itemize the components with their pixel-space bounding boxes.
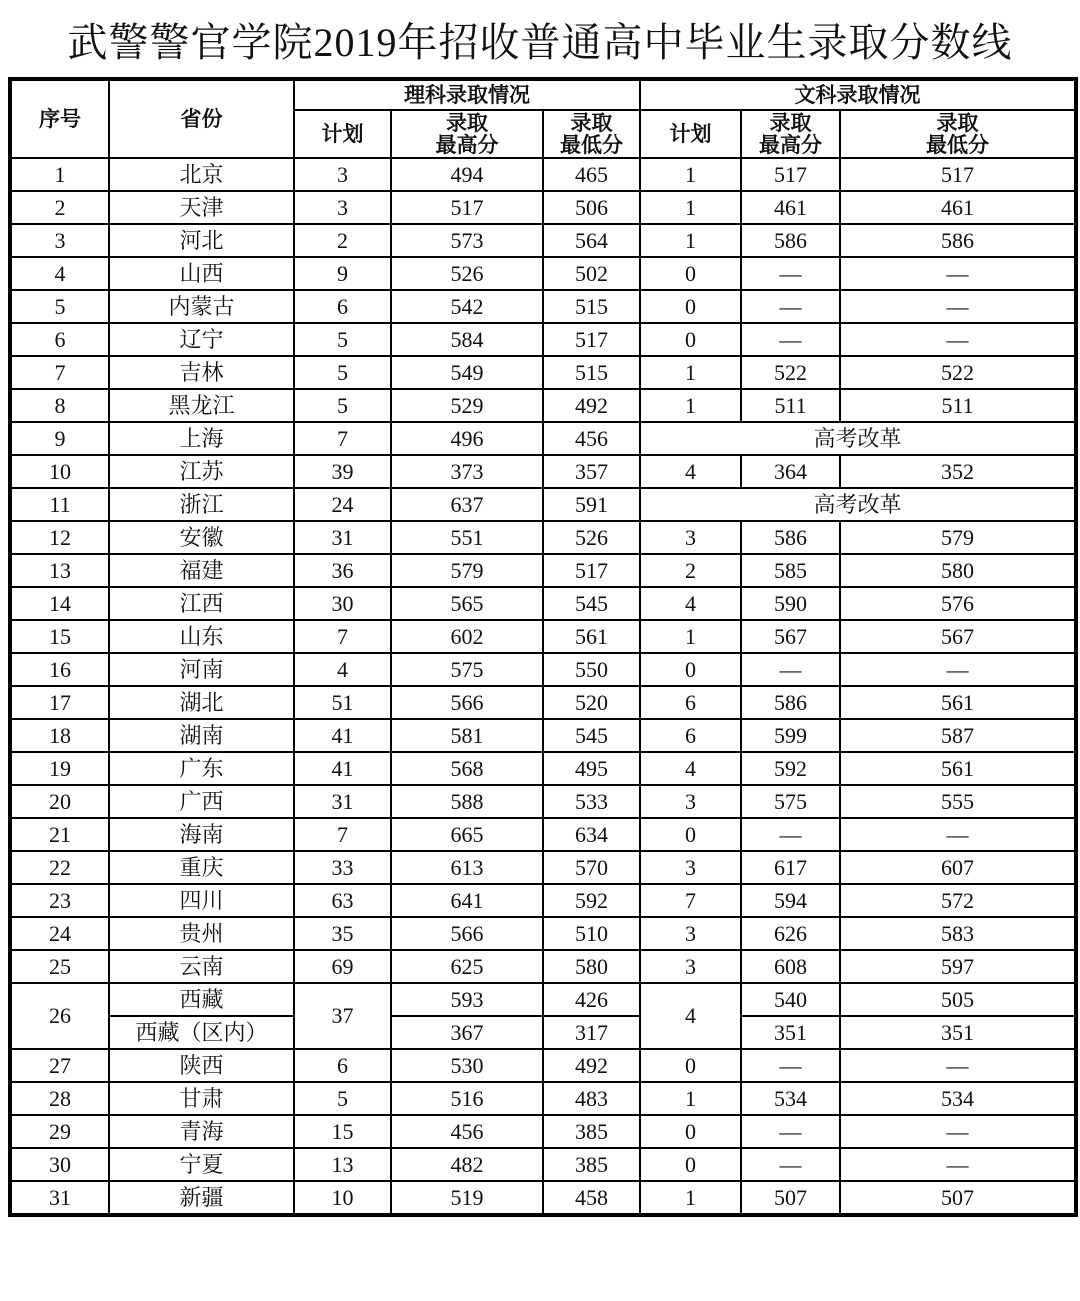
cell-seq: 2 [10, 191, 109, 224]
table-row [10, 1049, 1076, 1082]
cell-science-min: 456 [543, 422, 640, 455]
table-row [10, 884, 1076, 917]
cell-liberal-max: — [741, 290, 840, 323]
table-row [10, 455, 1076, 488]
cell-liberal-min: 511 [840, 389, 1076, 422]
cell-science-min: 533 [543, 785, 640, 818]
cell-liberal-max: 590 [741, 587, 840, 620]
cell-seq: 27 [10, 1049, 109, 1082]
cell-science-max: 593 [391, 983, 543, 1016]
cell-province: 吉林 [109, 356, 294, 389]
table-row [10, 719, 1076, 752]
table-row [10, 356, 1076, 389]
cell-liberal-plan: 3 [640, 521, 741, 554]
cell-province: 青海 [109, 1115, 294, 1148]
cell-science-plan: 3 [294, 158, 391, 191]
cell-province: 江西 [109, 587, 294, 620]
cell-liberal-min: — [840, 1049, 1076, 1082]
cell-liberal-plan: 4 [640, 455, 741, 488]
header-liberal-group: 文科录取情况 [640, 79, 1076, 110]
cell-seq: 3 [10, 224, 109, 257]
cell-science-min: 580 [543, 950, 640, 983]
cell-science-plan: 41 [294, 719, 391, 752]
cell-liberal-min: 522 [840, 356, 1076, 389]
cell-seq: 17 [10, 686, 109, 719]
cell-province: 上海 [109, 422, 294, 455]
table-row [10, 257, 1076, 290]
table-row [10, 1148, 1076, 1181]
cell-science-min: 385 [543, 1148, 640, 1181]
cell-liberal-plan: 1 [640, 1082, 741, 1115]
cell-liberal-min: — [840, 290, 1076, 323]
cell-science-plan: 2 [294, 224, 391, 257]
cell-liberal-max: — [741, 1049, 840, 1082]
cell-liberal-max: — [741, 818, 840, 851]
cell-liberal-max: 586 [741, 224, 840, 257]
cell-science-plan: 4 [294, 653, 391, 686]
cell-liberal-max: 364 [741, 455, 840, 488]
cell-liberal-min: 555 [840, 785, 1076, 818]
cell-science-max: 565 [391, 587, 543, 620]
cell-science-min: 517 [543, 323, 640, 356]
cell-science-plan: 5 [294, 389, 391, 422]
cell-liberal-plan: 1 [640, 1181, 741, 1215]
cell-liberal-min: 580 [840, 554, 1076, 587]
table-row [10, 686, 1076, 719]
table-row [10, 224, 1076, 257]
cell-seq: 12 [10, 521, 109, 554]
table-row [10, 1082, 1076, 1115]
cell-science-max: 549 [391, 356, 543, 389]
cell-province: 辽宁 [109, 323, 294, 356]
cell-science-min: 545 [543, 719, 640, 752]
cell-liberal-min: 505 [840, 983, 1076, 1016]
cell-province: 西藏 [109, 983, 294, 1016]
cell-liberal-min: 587 [840, 719, 1076, 752]
table-row [10, 620, 1076, 653]
cell-liberal-plan: 0 [640, 323, 741, 356]
cell-province: 广东 [109, 752, 294, 785]
cell-liberal-plan: 1 [640, 158, 741, 191]
cell-province: 山西 [109, 257, 294, 290]
cell-seq: 22 [10, 851, 109, 884]
cell-science-min: 564 [543, 224, 640, 257]
cell-seq: 6 [10, 323, 109, 356]
cell-liberal-min: 561 [840, 752, 1076, 785]
cell-science-min: 510 [543, 917, 640, 950]
cell-science-plan: 5 [294, 323, 391, 356]
cell-science-plan: 51 [294, 686, 391, 719]
cell-seq: 4 [10, 257, 109, 290]
cell-liberal-min: — [840, 818, 1076, 851]
cell-liberal-min: 561 [840, 686, 1076, 719]
cell-liberal-min: 567 [840, 620, 1076, 653]
cell-seq: 11 [10, 488, 109, 521]
cell-liberal-min: 461 [840, 191, 1076, 224]
cell-province: 安徽 [109, 521, 294, 554]
cell-seq: 14 [10, 587, 109, 620]
cell-science-plan: 5 [294, 356, 391, 389]
cell-liberal-max: 586 [741, 686, 840, 719]
cell-liberal-max: 608 [741, 950, 840, 983]
cell-liberal-plan: 3 [640, 917, 741, 950]
cell-science-plan: 7 [294, 818, 391, 851]
cell-seq: 8 [10, 389, 109, 422]
cell-science-plan: 33 [294, 851, 391, 884]
cell-science-min: 517 [543, 554, 640, 587]
cell-province: 广西 [109, 785, 294, 818]
cell-science-max: 517 [391, 191, 543, 224]
cell-science-max: 496 [391, 422, 543, 455]
cell-science-min: 426 [543, 983, 640, 1016]
cell-liberal-reform-note: 高考改革 [640, 422, 1076, 455]
cell-science-plan: 63 [294, 884, 391, 917]
cell-liberal-max: 567 [741, 620, 840, 653]
cell-science-max: 456 [391, 1115, 543, 1148]
table-row [10, 950, 1076, 983]
cell-liberal-max: — [741, 1148, 840, 1181]
table-row [10, 1016, 1076, 1049]
table-body [10, 158, 1076, 1215]
cell-province: 宁夏 [109, 1148, 294, 1181]
cell-liberal-max: 534 [741, 1082, 840, 1115]
cell-science-min: 357 [543, 455, 640, 488]
cell-seq: 30 [10, 1148, 109, 1181]
cell-science-max: 575 [391, 653, 543, 686]
cell-science-max: 584 [391, 323, 543, 356]
cell-science-plan: 35 [294, 917, 391, 950]
table-row [10, 521, 1076, 554]
cell-science-max: 637 [391, 488, 543, 521]
cell-science-min: 634 [543, 818, 640, 851]
cell-liberal-plan: 0 [640, 1115, 741, 1148]
cell-liberal-min: 507 [840, 1181, 1076, 1215]
cell-science-min: 515 [543, 356, 640, 389]
cell-science-min: 561 [543, 620, 640, 653]
cell-liberal-plan: 1 [640, 224, 741, 257]
cell-province: 云南 [109, 950, 294, 983]
cell-liberal-min: — [840, 1115, 1076, 1148]
cell-liberal-max: 599 [741, 719, 840, 752]
cell-science-max: 573 [391, 224, 543, 257]
cell-science-max: 526 [391, 257, 543, 290]
cell-science-max: 494 [391, 158, 543, 191]
cell-science-min: 550 [543, 653, 640, 686]
cell-province: 四川 [109, 884, 294, 917]
cell-science-max: 519 [391, 1181, 543, 1215]
cell-seq: 7 [10, 356, 109, 389]
cell-liberal-max: 351 [741, 1016, 840, 1049]
cell-liberal-plan: 0 [640, 818, 741, 851]
cell-liberal-min: 597 [840, 950, 1076, 983]
header-science-plan: 计划 [294, 110, 391, 158]
header-science-min: 录取 最低分 [543, 110, 640, 158]
header-science-group: 理科录取情况 [294, 79, 640, 110]
cell-seq: 23 [10, 884, 109, 917]
cell-science-max: 581 [391, 719, 543, 752]
cell-science-max: 551 [391, 521, 543, 554]
cell-science-max: 579 [391, 554, 543, 587]
cell-science-min: 495 [543, 752, 640, 785]
table-row [10, 389, 1076, 422]
table-row [10, 323, 1076, 356]
table-row [10, 191, 1076, 224]
cell-science-max: 529 [391, 389, 543, 422]
cell-science-max: 530 [391, 1049, 543, 1082]
cell-liberal-plan: 7 [640, 884, 741, 917]
cell-liberal-max: 594 [741, 884, 840, 917]
cell-seq: 20 [10, 785, 109, 818]
cell-science-plan: 15 [294, 1115, 391, 1148]
header-seq: 序号 [10, 79, 109, 158]
cell-liberal-max: 585 [741, 554, 840, 587]
cell-liberal-max: 522 [741, 356, 840, 389]
cell-liberal-min: 586 [840, 224, 1076, 257]
table-row [10, 488, 1076, 521]
cell-liberal-max: 511 [741, 389, 840, 422]
cell-seq: 13 [10, 554, 109, 587]
cell-science-min: 592 [543, 884, 640, 917]
cell-seq: 5 [10, 290, 109, 323]
cell-liberal-plan: 6 [640, 719, 741, 752]
cell-science-min: 515 [543, 290, 640, 323]
cell-liberal-plan: 0 [640, 1049, 741, 1082]
cell-province: 甘肃 [109, 1082, 294, 1115]
cell-liberal-max: — [741, 323, 840, 356]
cell-liberal-min: 534 [840, 1082, 1076, 1115]
cell-liberal-max: 626 [741, 917, 840, 950]
cell-liberal-plan: 1 [640, 191, 741, 224]
cell-liberal-min: 572 [840, 884, 1076, 917]
cell-science-plan: 6 [294, 1049, 391, 1082]
cell-liberal-min: 583 [840, 917, 1076, 950]
cell-province: 新疆 [109, 1181, 294, 1215]
cell-science-min: 526 [543, 521, 640, 554]
cell-science-min: 520 [543, 686, 640, 719]
table-row [10, 752, 1076, 785]
cell-science-max: 568 [391, 752, 543, 785]
table-row [10, 1115, 1076, 1148]
cell-seq: 19 [10, 752, 109, 785]
table-row [10, 983, 1076, 1016]
cell-liberal-plan: 1 [640, 389, 741, 422]
table-row [10, 290, 1076, 323]
cell-science-min: 492 [543, 1049, 640, 1082]
cell-seq: 10 [10, 455, 109, 488]
table-row [10, 917, 1076, 950]
table-row [10, 422, 1076, 455]
header-liberal-max: 录取 最高分 [741, 110, 840, 158]
cell-liberal-max: 540 [741, 983, 840, 1016]
cell-liberal-max: 517 [741, 158, 840, 191]
cell-liberal-min: 607 [840, 851, 1076, 884]
cell-liberal-min: 579 [840, 521, 1076, 554]
cell-science-min: 465 [543, 158, 640, 191]
cell-liberal-plan: 2 [640, 554, 741, 587]
cell-science-max: 665 [391, 818, 543, 851]
cell-liberal-min: 351 [840, 1016, 1076, 1049]
cell-liberal-max: 586 [741, 521, 840, 554]
cell-liberal-min: — [840, 653, 1076, 686]
cell-province: 陕西 [109, 1049, 294, 1082]
cell-province: 湖南 [109, 719, 294, 752]
cell-science-plan: 10 [294, 1181, 391, 1215]
cell-liberal-max: 617 [741, 851, 840, 884]
table-row [10, 158, 1076, 191]
cell-science-plan: 36 [294, 554, 391, 587]
cell-province: 河北 [109, 224, 294, 257]
cell-science-plan: 69 [294, 950, 391, 983]
cell-science-min: 317 [543, 1016, 640, 1049]
cell-science-max: 566 [391, 917, 543, 950]
cell-liberal-plan: 4 [640, 983, 741, 1049]
cell-liberal-min: — [840, 257, 1076, 290]
cell-province: 山东 [109, 620, 294, 653]
cell-science-max: 482 [391, 1148, 543, 1181]
cell-science-min: 570 [543, 851, 640, 884]
cell-seq: 29 [10, 1115, 109, 1148]
cell-liberal-max: — [741, 257, 840, 290]
cell-province: 北京 [109, 158, 294, 191]
cell-seq: 15 [10, 620, 109, 653]
cell-science-min: 458 [543, 1181, 640, 1215]
cell-liberal-max: — [741, 653, 840, 686]
cell-seq: 1 [10, 158, 109, 191]
cell-province: 江苏 [109, 455, 294, 488]
table-header [10, 79, 1076, 158]
admission-score-table [8, 77, 1078, 1217]
cell-liberal-plan: 0 [640, 1148, 741, 1181]
cell-liberal-plan: 3 [640, 851, 741, 884]
cell-liberal-plan: 4 [640, 587, 741, 620]
cell-seq: 31 [10, 1181, 109, 1215]
cell-liberal-plan: 3 [640, 785, 741, 818]
cell-science-min: 492 [543, 389, 640, 422]
table-row [10, 851, 1076, 884]
header-province: 省份 [109, 79, 294, 158]
cell-seq: 21 [10, 818, 109, 851]
cell-liberal-max: 461 [741, 191, 840, 224]
cell-liberal-plan: 4 [640, 752, 741, 785]
cell-liberal-max: 575 [741, 785, 840, 818]
cell-science-min: 545 [543, 587, 640, 620]
cell-science-plan: 24 [294, 488, 391, 521]
cell-liberal-plan: 6 [640, 686, 741, 719]
cell-science-max: 373 [391, 455, 543, 488]
cell-seq: 28 [10, 1082, 109, 1115]
header-liberal-plan: 计划 [640, 110, 741, 158]
cell-science-max: 566 [391, 686, 543, 719]
cell-science-plan: 6 [294, 290, 391, 323]
cell-science-plan: 9 [294, 257, 391, 290]
cell-seq: 25 [10, 950, 109, 983]
table-row [10, 554, 1076, 587]
cell-science-plan: 39 [294, 455, 391, 488]
cell-liberal-plan: 1 [640, 620, 741, 653]
cell-liberal-min: — [840, 323, 1076, 356]
cell-province: 福建 [109, 554, 294, 587]
cell-province: 黑龙江 [109, 389, 294, 422]
cell-science-min: 502 [543, 257, 640, 290]
cell-science-max: 625 [391, 950, 543, 983]
cell-science-max: 588 [391, 785, 543, 818]
cell-liberal-min: — [840, 1148, 1076, 1181]
cell-liberal-max: 507 [741, 1181, 840, 1215]
cell-seq: 18 [10, 719, 109, 752]
cell-province: 浙江 [109, 488, 294, 521]
cell-science-plan: 30 [294, 587, 391, 620]
cell-science-max: 367 [391, 1016, 543, 1049]
cell-province: 重庆 [109, 851, 294, 884]
cell-liberal-reform-note: 高考改革 [640, 488, 1076, 521]
cell-province: 西藏（区内） [109, 1016, 294, 1049]
cell-science-min: 385 [543, 1115, 640, 1148]
cell-liberal-min: 517 [840, 158, 1076, 191]
cell-liberal-plan: 0 [640, 290, 741, 323]
cell-province: 海南 [109, 818, 294, 851]
cell-science-max: 602 [391, 620, 543, 653]
cell-science-plan: 13 [294, 1148, 391, 1181]
page-title: 武警警官学院2019年招收普通高中毕业生录取分数线 [67, 20, 1013, 65]
table-row [10, 785, 1076, 818]
cell-science-max: 542 [391, 290, 543, 323]
cell-science-plan: 31 [294, 785, 391, 818]
cell-province: 内蒙古 [109, 290, 294, 323]
cell-science-plan: 37 [294, 983, 391, 1049]
table-row [10, 587, 1076, 620]
cell-science-max: 641 [391, 884, 543, 917]
cell-province: 河南 [109, 653, 294, 686]
cell-seq: 9 [10, 422, 109, 455]
header-liberal-min: 录取 最低分 [840, 110, 1076, 158]
cell-liberal-plan: 1 [640, 356, 741, 389]
table-row [10, 653, 1076, 686]
cell-seq: 24 [10, 917, 109, 950]
cell-science-max: 516 [391, 1082, 543, 1115]
cell-science-min: 506 [543, 191, 640, 224]
cell-science-min: 483 [543, 1082, 640, 1115]
cell-science-plan: 7 [294, 422, 391, 455]
cell-science-plan: 7 [294, 620, 391, 653]
cell-liberal-plan: 0 [640, 257, 741, 290]
table-row [10, 1181, 1076, 1215]
cell-seq: 26 [10, 983, 109, 1049]
header-science-max: 录取 最高分 [391, 110, 543, 158]
cell-province: 湖北 [109, 686, 294, 719]
cell-liberal-max: 592 [741, 752, 840, 785]
cell-liberal-plan: 3 [640, 950, 741, 983]
table-row [10, 818, 1076, 851]
cell-science-plan: 31 [294, 521, 391, 554]
cell-province: 贵州 [109, 917, 294, 950]
cell-seq: 16 [10, 653, 109, 686]
cell-liberal-max: — [741, 1115, 840, 1148]
cell-liberal-min: 576 [840, 587, 1076, 620]
cell-liberal-plan: 0 [640, 653, 741, 686]
cell-science-plan: 3 [294, 191, 391, 224]
cell-science-plan: 5 [294, 1082, 391, 1115]
cell-province: 天津 [109, 191, 294, 224]
cell-science-min: 591 [543, 488, 640, 521]
cell-science-plan: 41 [294, 752, 391, 785]
cell-science-max: 613 [391, 851, 543, 884]
cell-liberal-min: 352 [840, 455, 1076, 488]
